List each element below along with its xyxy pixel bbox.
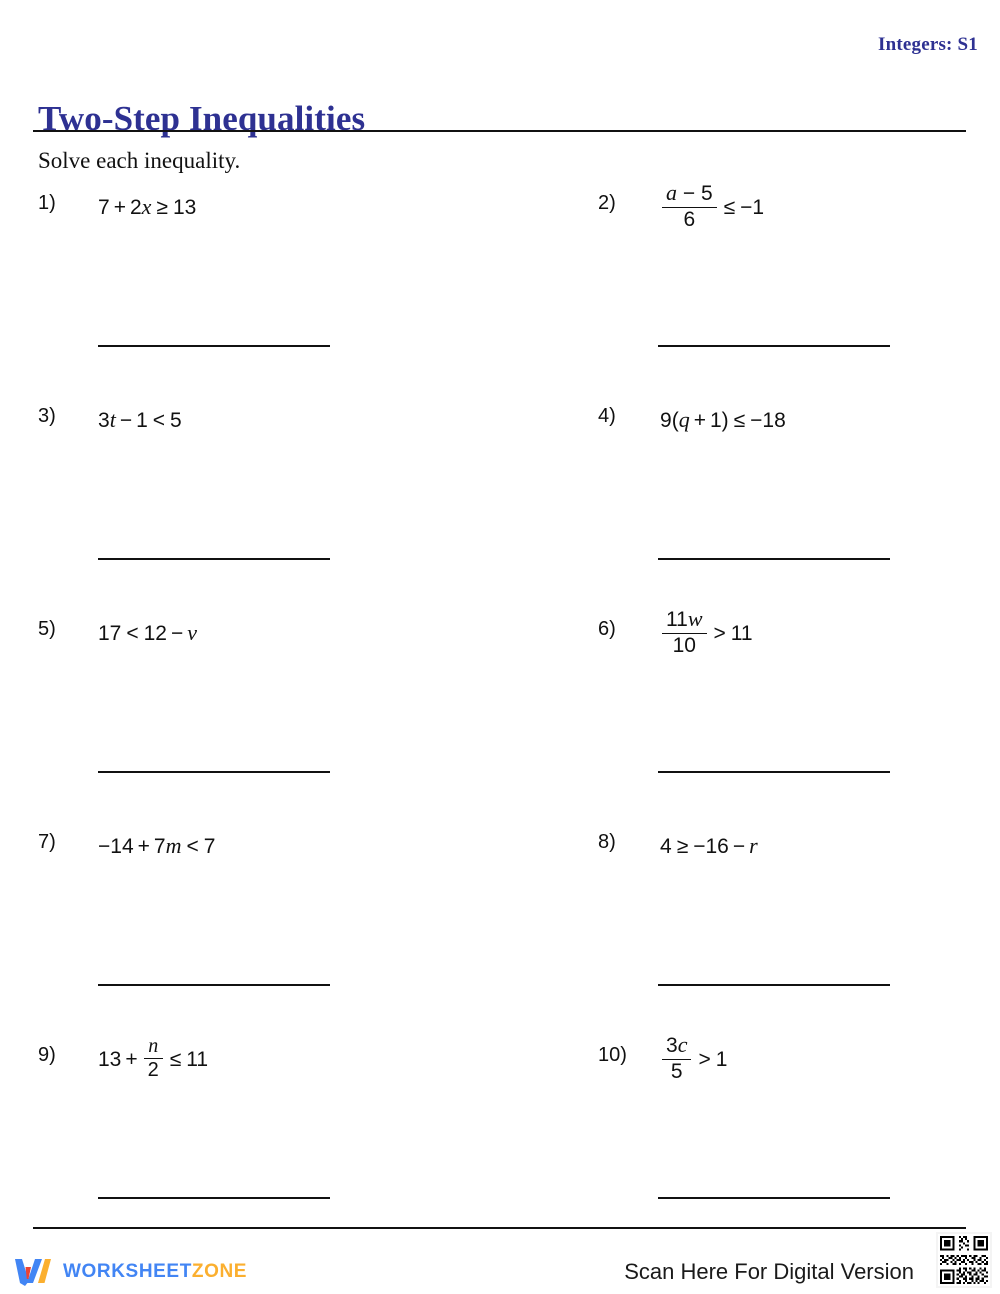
qr-code[interactable] — [936, 1232, 992, 1288]
problem-number: 3) — [38, 405, 56, 427]
problem-expression — [660, 824, 758, 868]
problem-7 — [38, 824, 498, 1037]
answer-line[interactable] — [98, 984, 330, 986]
term: 13 — [98, 1047, 122, 1071]
variable: w — [687, 606, 703, 632]
operator: − — [732, 834, 746, 858]
scan-instruction: Scan Here For Digital Version — [624, 1259, 914, 1284]
right-side: 13 — [172, 195, 197, 219]
problem-row — [0, 606, 1000, 824]
problem-expression — [98, 1034, 209, 1081]
answer-line[interactable] — [98, 345, 330, 347]
fraction-denominator: 10 — [662, 633, 707, 657]
right-side: 11 — [730, 621, 753, 645]
logo-text-worksheet: WORKSHEET — [63, 1261, 192, 1282]
problem-number: 7) — [38, 831, 56, 853]
right-side: 7 — [203, 834, 216, 858]
relation: ≤ — [733, 408, 746, 432]
paren-open: ( — [671, 408, 679, 432]
term: −14 — [98, 834, 134, 858]
problem-expression — [98, 824, 215, 868]
term: −16 — [693, 834, 729, 858]
operator: + — [113, 195, 126, 219]
right-side: −1 — [740, 195, 765, 219]
problem-10 — [598, 1032, 1000, 1250]
problem-grid — [0, 180, 1000, 1250]
answer-line[interactable] — [98, 771, 330, 773]
problem-number: 6) — [598, 618, 616, 640]
left-side: 4 — [660, 834, 672, 858]
operator: − — [682, 182, 696, 206]
left-side: 17 — [98, 621, 122, 645]
coefficient: 7 — [153, 834, 166, 858]
relation: ≥ — [676, 834, 689, 858]
page-title: Two-Step Inequalities — [38, 99, 366, 139]
logo-v-icon — [12, 1256, 54, 1288]
relation: ≤ — [723, 195, 736, 219]
operator: + — [125, 1047, 138, 1071]
term: 1 — [709, 408, 722, 432]
problem-number: 1) — [38, 192, 56, 214]
answer-line[interactable] — [658, 558, 890, 560]
term: 5 — [700, 182, 713, 206]
fraction — [144, 1036, 163, 1081]
answer-line[interactable] — [658, 984, 890, 986]
sheet-code: Integers: S1 — [877, 34, 978, 55]
fraction-numerator — [662, 607, 707, 632]
variable: x — [141, 194, 152, 219]
problem-expression — [98, 185, 196, 229]
right-side: −18 — [750, 408, 786, 432]
header-divider — [33, 130, 966, 132]
problem-row — [0, 180, 1000, 398]
operator: − — [170, 621, 184, 645]
fraction-denominator: 2 — [144, 1058, 163, 1081]
relation: < — [186, 834, 199, 858]
problem-expression — [660, 606, 753, 657]
fraction-numerator — [662, 1033, 691, 1058]
variable: q — [678, 407, 690, 432]
relation: < — [126, 621, 139, 645]
problem-expression — [660, 180, 765, 231]
problem-number: 9) — [38, 1044, 56, 1066]
operator: + — [693, 408, 706, 432]
problem-5 — [38, 611, 498, 824]
problem-expression — [98, 611, 197, 655]
qr-code-graphic — [938, 1234, 990, 1286]
problem-row — [0, 398, 1000, 611]
problem-8 — [598, 824, 1000, 1037]
variable: t — [109, 407, 116, 432]
term: 1 — [136, 408, 148, 432]
problem-9 — [38, 1034, 498, 1250]
coefficient: 2 — [129, 195, 142, 219]
problem-expression — [660, 1032, 728, 1083]
right-side: 11 — [186, 1047, 209, 1071]
relation: ≤ — [169, 1047, 182, 1071]
coefficient: 3 — [666, 1034, 678, 1058]
term: 7 — [98, 195, 110, 219]
problem-number: 2) — [598, 192, 616, 214]
problem-number: 10) — [598, 1044, 627, 1066]
fraction-denominator: 5 — [662, 1059, 691, 1083]
coefficient: 9 — [660, 408, 672, 432]
operator: − — [119, 408, 133, 432]
variable: m — [165, 833, 182, 858]
answer-line[interactable] — [658, 345, 890, 347]
answer-line[interactable] — [658, 1197, 890, 1199]
problem-expression — [98, 398, 182, 442]
problem-number: 5) — [38, 618, 56, 640]
fraction — [662, 607, 707, 656]
answer-line[interactable] — [98, 558, 330, 560]
answer-line[interactable] — [98, 1197, 330, 1199]
fraction — [662, 181, 717, 230]
answer-line[interactable] — [658, 771, 890, 773]
fraction-denominator: 6 — [662, 207, 717, 231]
right-side: 5 — [170, 408, 182, 432]
operator: + — [137, 834, 150, 858]
logo-wordmark — [63, 1261, 247, 1283]
variable: v — [187, 620, 198, 645]
right-side: 1 — [715, 1047, 728, 1071]
problem-2 — [598, 180, 1000, 398]
coefficient: 3 — [98, 408, 110, 432]
variable: a — [666, 180, 677, 206]
problem-row — [0, 1032, 1000, 1250]
relation: < — [152, 408, 166, 432]
problem-expression — [660, 398, 786, 442]
fraction-numerator: n — [148, 1034, 159, 1057]
logo-text-zone: ZONE — [191, 1261, 248, 1282]
problem-number: 4) — [598, 405, 616, 427]
variable: r — [749, 833, 758, 858]
variable: c — [677, 1032, 688, 1058]
relation: > — [698, 1047, 711, 1071]
directions: Solve each inequality. — [38, 148, 241, 173]
paren-close: ) — [721, 408, 729, 432]
problem-6 — [598, 606, 1000, 824]
relation: ≥ — [156, 195, 168, 219]
problem-row — [0, 824, 1000, 1037]
problem-number: 8) — [598, 831, 616, 853]
coefficient: 11 — [666, 608, 688, 632]
problem-1 — [38, 185, 498, 398]
fraction-numerator — [662, 181, 717, 206]
problem-3 — [38, 398, 498, 611]
relation: > — [713, 621, 726, 645]
fraction — [662, 1033, 691, 1082]
problem-4 — [598, 398, 1000, 611]
worksheet-zone-logo[interactable] — [12, 1256, 247, 1288]
footer-divider — [33, 1227, 966, 1229]
term: 12 — [143, 621, 167, 645]
